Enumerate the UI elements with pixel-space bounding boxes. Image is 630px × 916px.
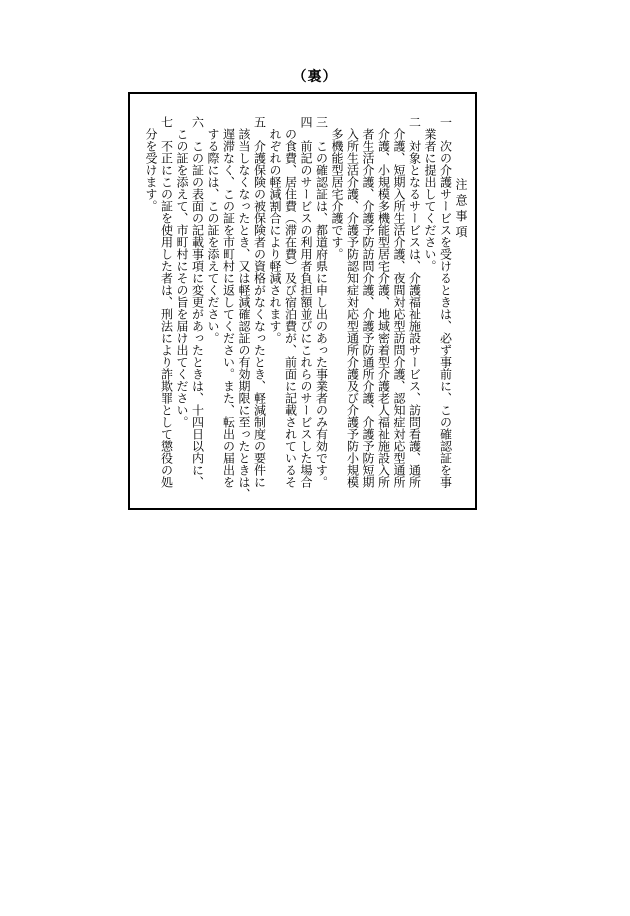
notes-box — [128, 92, 477, 510]
note-item-2-number: 二 — [407, 116, 422, 128]
note-item-2-line-1 — [406, 116, 422, 504]
note-item-1-number: 一 — [438, 116, 453, 128]
note-item-5-line-2: 該当しなくなったとき、又は軽減確認証の有効期限に至ったときは、 — [237, 128, 251, 500]
note-item-1-line-2: 業者に提出してください。 — [423, 128, 437, 272]
note-item-6-number: 六 — [190, 116, 205, 128]
note-item-1-text: 次の介護サービスを受けるときは、必ず事前に、この確認証を事 — [438, 140, 453, 488]
note-item-2-text: 対象となるサービスは、介護福祉施設サービス、訪問看護、通所 — [407, 140, 422, 488]
note-item-5-line-3: 遅滞なく、この証を市町村に返してください。また、転出の届出を — [221, 128, 236, 488]
note-item-3-text: この確認証は、都道府県に申し出のあった事業者のみ有効です。 — [314, 140, 329, 488]
note-item-2-line-6: 多機能型居宅介護です。 — [330, 128, 344, 260]
note-item-3-line-1 — [313, 116, 329, 504]
note-item-7-line-1 — [158, 116, 174, 504]
note-item-5-line-1 — [251, 116, 267, 504]
note-item-7-text: 不正にこの証を使用した者は、刑法により詐欺罪として懲役の処 — [159, 140, 174, 488]
note-item-6-line-2: この証を添えて、市町村にその旨を届け出てください。 — [175, 128, 189, 428]
note-item-7-number: 七 — [159, 116, 174, 128]
note-item-1-line-1 — [437, 116, 453, 504]
note-item-7-line-2: 分を受けます。 — [144, 128, 158, 212]
note-item-5-text: 介護保険の被保険者の資格がなくなったとき、軽減制度の要件に — [252, 140, 267, 488]
note-item-5-number: 五 — [252, 116, 267, 128]
note-item-3-number: 三 — [314, 116, 329, 128]
note-item-2-line-2: 介護、短期入所生活介護、夜間対応型訪問介護、認知症対応型通所 — [392, 128, 406, 488]
note-item-4-line-1 — [298, 116, 314, 504]
note-item-2-line-5: 入所生活介護、介護予防認知症対応型通所介護及び介護予防小規模 — [345, 128, 360, 488]
note-item-5-line-4: する際には、この証を添えてください。 — [206, 128, 220, 344]
note-item-2-line-4: 者生活介護、介護予防訪問介護、介護予防通所介護、介護予防短期 — [361, 128, 375, 488]
note-item-4-number: 四 — [299, 116, 313, 128]
note-item-4-line-3: れぞれの軽減割合により軽減されます。 — [268, 128, 282, 344]
notes-heading: 注 意 事 項 — [454, 178, 468, 238]
note-item-4-text: 前記のサービスの利用者負担額並びにこれらのサービスした場合 — [299, 140, 313, 488]
note-item-2-line-3: 介護、小規模多機能型居宅介護、地域密着型介護老人福祉施設入所 — [376, 128, 391, 488]
notes-text — [140, 116, 468, 504]
note-item-6-text: この証の表面の記載事項に変更があったときは、十四日以内に、 — [190, 140, 205, 488]
side-label: （裏） — [292, 69, 338, 85]
note-item-6-line-1 — [189, 116, 205, 504]
note-item-4-line-2: の食費、居住費（滞在費）及び宿泊費が、前面に記載されているそ — [283, 128, 298, 488]
